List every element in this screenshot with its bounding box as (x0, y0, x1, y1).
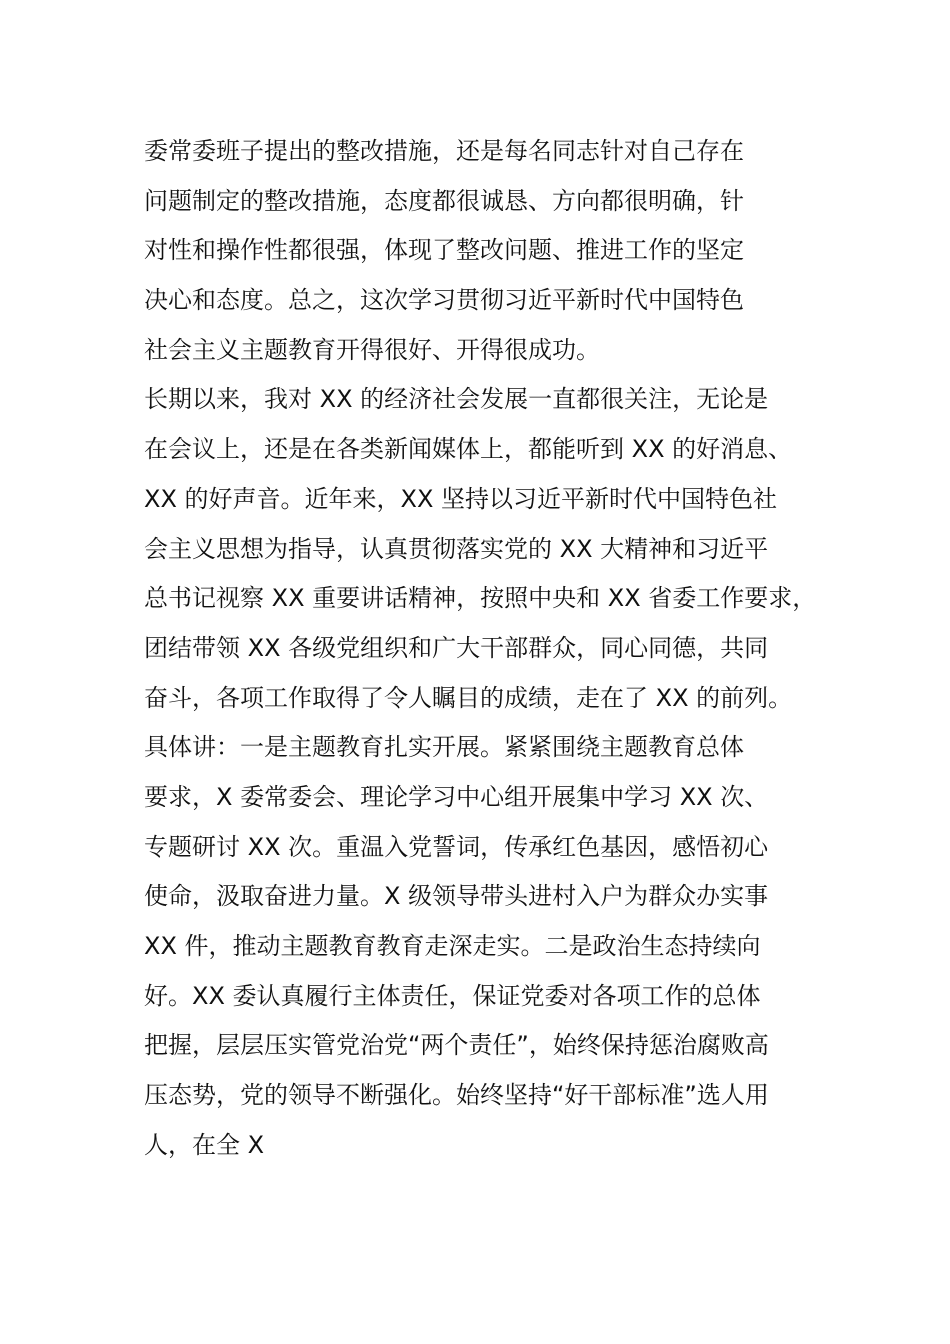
text-line: 长期以来，我对 XX 的经济社会发展一直都很关注，无论是 (144, 385, 769, 414)
text-line: 专题研讨 XX 次。重温入党誓词，传承红色基因，感悟初心 (144, 832, 769, 861)
text-line: 总书记视察 XX 重要讲话精神，按照中央和 XX 省委工作要求， (144, 584, 817, 613)
text-line: XX 件，推动主题教育教育走深走实。二是政治生态持续向 (144, 932, 761, 960)
text-line: 社会主义主题教育开得很好、开得很成功。 (144, 335, 600, 364)
text-line: 奋斗，各项工作取得了令人瞩目的成绩，走在了 XX 的前列。 (144, 683, 793, 712)
text-line: 要求，X 委常委会、理论学习中心组开展集中学习 XX 次、 (144, 782, 769, 811)
text-line: 团结带领 XX 各级党组织和广大干部群众，同心同德，共同 (144, 633, 769, 662)
text-line: 会主义思想为指导，认真贯彻落实党的 XX 大精神和习近平 (144, 534, 769, 563)
text-line: 问题制定的整改措施，态度都很诚恳、方向都很明确，针 (144, 186, 744, 215)
text-line: 使命，汲取奋进力量。X 级领导带头进村入户为群众办实事 (144, 882, 769, 911)
body-text (144, 127, 844, 1170)
text-line: 决心和态度。总之，这次学习贯彻习近平新时代中国特色 (144, 286, 744, 315)
text-line: 压态势，党的领导不断强化。始终坚持“好干部标准”选人用 (144, 1081, 769, 1110)
text-line: 好。XX 委认真履行主体责任，保证党委对各项工作的总体 (144, 981, 761, 1010)
text-line: 委常委班子提出的整改措施，还是每名同志针对自己存在 (144, 137, 744, 165)
text-line: 人，在全 X (144, 1130, 265, 1159)
text-line: 在会议上，还是在各类新闻媒体上，都能听到 XX 的好消息、 (144, 435, 793, 464)
text-line: 把握，层层压实管党治党“两个责任”，始终保持惩治腐败高 (144, 1031, 769, 1060)
text-line: 具体讲：一是主题教育扎实开展。紧紧围绕主题教育总体 (144, 733, 744, 762)
text-line: XX 的好声音。近年来，XX 坚持以习近平新时代中国特色社 (144, 484, 778, 513)
text-line: 对性和操作性都很强，体现了整改问题、推进工作的坚定 (144, 236, 744, 265)
